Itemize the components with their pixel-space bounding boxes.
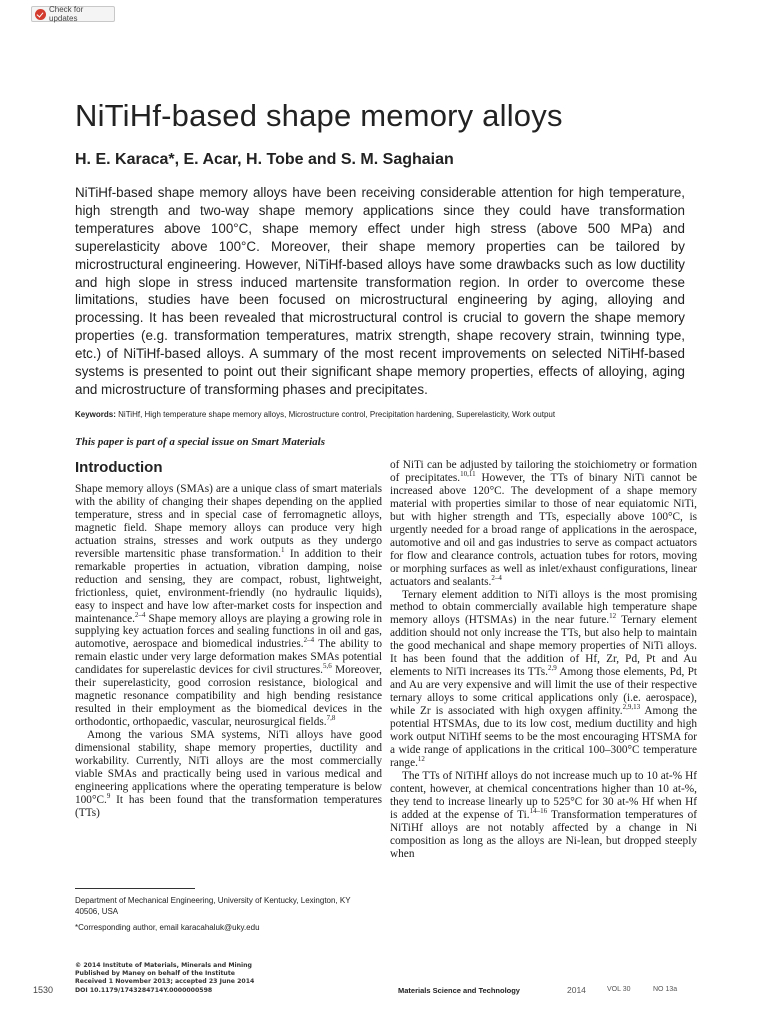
keywords-label: Keywords: [75,410,116,419]
doi-line: DOI 10.1179/1743284714Y.0000000598 [75,986,213,994]
corresponding-author: *Corresponding author, email karacahaluk@uky.edu [75,923,260,932]
intro-paragraph-3: of NiTi can be adjusted by tailoring the stoichiometry or formation of precipitates.$^{10,11}$ However, the TTs of binary NiTi cannot be increased above 120°C. The development of a shape memory material with properties similar to those of near equiatomic NiTi, but with higher strength and TTs, especially above 100°C, is urgently needed for a broad range of applications in the aerospace, automotive and oil and gas industries to serve as compact actuators for flow and clearance controls, actuation tubes for rotors, moving or morphing surfaces as well as inlet/exhaust configurations, linear actuators and sealants.$^{2-4}$ [390,459,698,588]
issue-number: NO 13a [653,986,678,993]
article-title: NiTiHf-based shape memory alloys [75,98,563,133]
citation: 2,9 [547,664,557,673]
check-for-updates-label: Check for updates [49,5,84,23]
citation: 2,9,13 [622,703,641,712]
abstract: NiTiHf-based shape memory alloys have been receiving considerable attention for high temperature, high strength and two-way shape memory applications since they could have transformation temperatures above 100°C, shape memory effect under high stress (above 500 MPa) and superelasticity above 100°C. Moreover, their shape memory properties can be tailored by microstructural engineering. However, NiTiHf-based alloys have some drawbacks such as low ductility and high slope in stress induced martensite transformation region. In order to overcome these limitations, studies have been focused on microstructural engineering by aging, alloying and processing. It has been revealed that microstructural control is crucial to govern the shape memory properties (e.g. transformation temperatures, matrix strength, shape recovery strain, twinning type, etc.) of NiTiHf-based alloys. A summary of the most recent improvements on selected NiTiHf-based systems is presented to point out their significant shape memory properties, effects of alloying, aging and microstructure of transforming phases and precipitates. [75,185,685,397]
citation: 1 [280,546,285,554]
check-for-updates-badge[interactable] [31,6,115,22]
publication-imprint [75,962,375,995]
citation: 7,8 [326,714,336,723]
citation: 2–4 [134,610,146,619]
keywords [75,410,715,419]
author-list: H. E. Karaca*, E. Acar, H. Tobe and S. M. Saghaian [75,151,454,168]
citation: 9 [106,792,111,801]
copyright-line: © 2014 Institute of Materials, Minerals and Mining [75,962,252,969]
citation: 12 [609,612,617,621]
citation: 2–4 [303,636,315,645]
citation: 14–16 [529,806,548,815]
received-line: Received 1 November 2013; accepted 23 June 2014 [75,978,255,986]
page-number: 1530 [33,985,54,995]
publication-year: 2014 [567,985,586,995]
intro-paragraph-4: Ternary element addition to NiTi alloys is the most promising method to obtain commercially available high temperature shape memory alloys (HTSMAs) in the near future.$^{12}$ Ternary element addition should not only increase the TTs, but also help to maintain the good mechanical and shape memory properties of NiTi alloys. It has been found that the addition of Hf, Zr, Pd, Pt and Au elements to NiTi increases its TTs.$^{2,9}$ Among those elements, Pd, Pt and Au are very expensive and will limit the use of their respective ternary alloys to some critical applications only (i.e. aerospace), while Zr is associated with high oxygen affinity.$^{2,9,13}$ Among the potential HTSMAs, due to its low cost, medium ductility and high work output NiTiHf seems to be the most encouraging HTSMA for a wide range of applications in the critical 100–300°C temperature range.$^{12}$ [390,588,697,769]
keywords-text: NiTiHf, High temperature shape memory alloys, Microstructure control, Precipitation hardening, Superelasticity, Work output [118,410,556,419]
footnote-divider [75,888,195,889]
left-column [75,459,382,820]
intro-paragraph-5: The TTs of NiTiHf alloys do not increase much up to 10 at-% Hf content, however, at chemical concentrations higher than 10 at-%, they tend to increase linearly up to 525°C for 30 at-% Hf when Hf is added at the expense of Ti.$^{14-16}$ Transformation temperatures of NiTiHf alloys are not notably affected by a change in Ni composition as long as the alloys are Ni-lean, but dropped steeply when [390,769,697,860]
author-affiliation: Department of Mechanical Engineering, University of Kentucky, Lexington, KY 40506, USA [75,896,351,916]
intro-paragraph-2: Among the various SMA systems, NiTi alloys have good dimensional stability, shape memory properties, ductility and workability. Currently, NiTi alloys are the most commercially viable SMAs and practically being used in various medical and engineering applications where the operating temperature is below 100°C.$^9$ It has been found that the transformation temperatures (TTs) [75,729,382,819]
citation: 5,6 [323,662,332,671]
check-updates-icon [35,9,46,20]
intro-paragraph-1: Shape memory alloys (SMAs) are a unique class of smart materials with the ability of changing their shapes depending on the applied temperature, stress and in special case of ferromagnetic alloys, magnetic field. Shape memory alloys can produce very high actuation strains, stresses and work outputs as they undergo reversible martensitic phase transformation.$^1$ In addition to their remarkable properties in actuation, vibration damping, noise reduction and sensing, they are compact, robust, lightweight, frictionless, quiet, environment-friendly (no hydraulic liquids), easy to inspect and have low after-market costs for inspection and maintenance.$^{2-4}$ Shape memory alloys are playing a growing role in supplying key actuation forces and sealing functions in oil and gas, automotive, aerospace and biomedical industries.$^{2-4}$ The ability to remain elastic under very large deformation makes SMAs potential candidates for superelastic devices for civil structures.$^{5,6}$ Moreover, their superelasticity, good corrosion resistance, biological and magnetic resonance compatibility and high bending resistance resulted in their employment as the biomedical devices in the orthodontic, orthopaedic, vascular, neurosurgical fields.$^{7,8}$ [75,483,382,729]
citation: 2–4 [491,573,502,582]
introduction-heading: Introduction [75,459,163,476]
publisher-line: Published by Maney on behalf of the Institute [75,970,235,978]
volume-number: VOL 30 [607,986,631,993]
citation: 10,11 [460,470,476,479]
special-issue-note: This paper is part of a special issue on Smart Materials [75,436,325,448]
right-column [390,459,697,861]
journal-name: Materials Science and Technology [398,986,520,995]
citation: 12 [417,755,425,764]
